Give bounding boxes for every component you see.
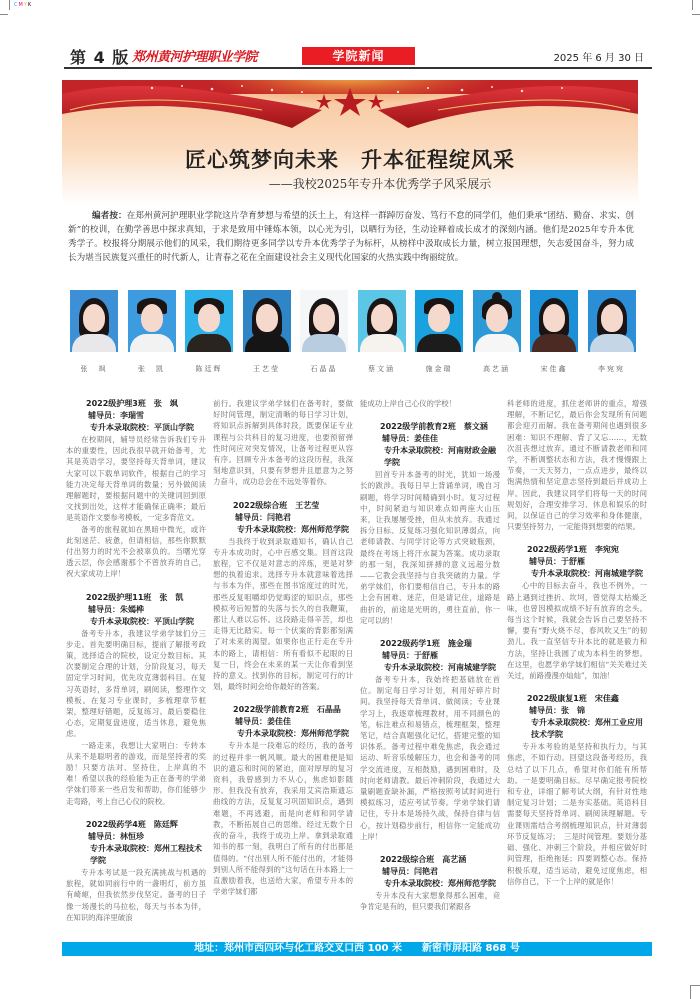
student-article (507, 681, 647, 887)
student-name: 石晶晶 (310, 365, 338, 373)
article-column-3 (360, 398, 500, 913)
student-article (66, 580, 206, 807)
portrait-face (543, 304, 565, 332)
student-portrait (530, 290, 578, 352)
student-portrait (415, 290, 463, 352)
crop-mark-top-left (0, 0, 10, 10)
editor-note-text: 在郑州黄河护理职业学院这片孕育梦想与希望的沃土上，有这样一群踔厉奋发、笃行不怠的同学们，他们秉承“团结、勤奋、求实、创新”的校训，在勤学善思中探求真知，于求是致用中锤炼本领，以心光为引，以晒行为径，生动诠释着成长成才的深刻内涵。他们是2025年专升本优秀学子。校报将分期展示他们的风采，我们期待更多同学以专升本优秀学子为标杆，从榜样中汲取成长力量，树立报国理想，矢志爱国奋斗，努力成长为堪当民族复兴重任的时代新人，让青春之花在全面建设社会主义现代化国家的火热实践中绚丽绽放。 (68, 211, 634, 263)
editor-note-label: 编者按： (92, 211, 127, 221)
article-paragraph: 备考专升本，我始终把基础放在首位。制定每日学习计划，利用好碎片时间。我坚持每天背单词、做阅读；专业课学习上，我逐章梳理教材，用不同颜色的笔，标注难点和易错点，梳理框架，整理笔记，结合真题强化记忆，搭建完整的知识体系。备考过程中难免焦虑，我会通过运动、听音乐缓解压力，也会和备考的同学交流进度，互相鼓励，遇到困难时，及时向老师请教。最后冲刺阶段，我通过大量刷题查缺补漏，严格按照考试时间进行模拟练习，适应考试节奏。学弟学妹们请记住，专升本是场持久战，保持自律与信心，按计划稳步前行，相信你一定能成功上岸！ (360, 675, 500, 841)
student-portrait (70, 290, 118, 352)
article-gap (507, 681, 647, 693)
portrait-face (198, 304, 220, 332)
article-paragraph: 当我终于收到录取通知书，确认自己专升本成功时，心中百感交集。回首这段旅程，它不仅是对意志的淬炼，更是对梦想的执着追求。选择专升本就意味着选择与书本为伴，那些在图书馆度过的时光，那些反复咀嚼却仍觉晦涩的知识点，那些模拟考后短暂的失落与长久的自我鞭策，都让人难以忘怀。这段路走得辛苦，却也走得无比踏实。每一个伏案的背影都刻满了对未来的渴望。如果你也正行走在专升本的路上，请相信：所有看似不起眼的日复一日，终会在未来的某一天让你看到坚持的意义。找到你的目标，制定可行的计划，最终时间会给你最好的答案。 (213, 536, 353, 692)
portrait-face (83, 304, 105, 332)
student-article (213, 692, 353, 897)
counselor-name: 辅导员：林恒珍 (88, 831, 144, 841)
admitted-school: 专升本录取院校：河南城建学院 (531, 569, 643, 579)
article-column-2 (213, 398, 353, 897)
student-article (507, 398, 647, 532)
admitted-school: 专升本录取院校：郑州工业应用技术学院 (531, 718, 643, 740)
counselor-name: 辅导员：姜佳佳 (235, 717, 291, 727)
masthead-rule (64, 67, 652, 69)
student-article (507, 532, 647, 681)
student-photo-card (300, 290, 348, 374)
counselor-name: 辅导员：姜佳佳 (382, 434, 438, 444)
student-article (360, 626, 500, 842)
student-photo-card (185, 290, 233, 374)
student-class-name: 2022级护理11班 张 凯 (86, 592, 184, 602)
admitted-school: 专升本录取院校：平顶山学院 (90, 423, 194, 432)
student-class-name: 2022级药学1班 施金瑞 (380, 639, 472, 649)
student-name: 张 凯 (138, 365, 165, 373)
feature-headline: 匠心筑梦向未来 升本征程绽风采 (185, 147, 515, 172)
portrait-clothing (130, 334, 174, 352)
student-name: 张 飒 (80, 365, 108, 373)
student-photo-card (473, 290, 521, 374)
portrait-face (256, 304, 278, 332)
article-header (66, 398, 206, 434)
feature-banner (62, 80, 638, 205)
article-header (507, 544, 647, 580)
student-class-name: 2022级学前教育2班 蔡文涵 (380, 422, 488, 432)
admitted-school: 专升本录取院校：郑州师范学院 (384, 879, 496, 889)
student-name: 王艺莹 (253, 365, 280, 373)
portrait-face (371, 304, 393, 332)
student-name: 施金瑞 (425, 365, 453, 373)
article-gap (66, 807, 206, 819)
article-paragraph: 备考的旅程就如在黑暗中微光，或许此刻迷茫、疲惫，但请相信，那些你默默付出努力的时光不会被辜负的。当曙光穿透云层，你会感谢那个不曾放弃的自己，祝大家成功上岸！ (66, 524, 206, 579)
student-name: 李宛宛 (598, 365, 625, 373)
portrait-clothing (417, 334, 461, 352)
article-gap (360, 626, 500, 638)
student-photo-card (588, 290, 636, 374)
student-article (66, 807, 206, 923)
counselor-name: 辅导员：于舒雁 (529, 557, 585, 567)
article-paragraph: 专升本考验的是坚持和执行力，与其焦虑，不如行动。回望这段备考经历，我总结了以下几点，希望对你们能有所帮助。一是要明确目标。尽早确定报考院校和专业，详细了解考试大纲，有针对性地制定复习计划；二是夯实基础。英语科目需要每天坚持背单词、刷阅读理解题。专业课则需结合考纲梳理知识点，针对薄弱环节反复练习； 三是时间管理。要划分基础、强化、冲刺三个阶段，并相应做好时间管理，拒绝拖延；四要调整心态。保持积极乐观，适当运动，避免过度焦虑，相信你自己，下一个上岸的就是你！ (507, 742, 647, 886)
article-paragraph: 心中的目标去奋斗，我也不例外，一路上遇到过挫折、坎坷，曾觉得太枯燥乏味，也曾因模拟成绩不好有放弃的念头。每当这个时候，我就会告诉自己要坚持不懈，要有“野火烧不尽，春风吹又生”的韧劲儿。我一直坚信专升本比的就是毅力和方法，坚持让我圆了成为本科生的梦想。在这里，也愿学弟学妹们相信“关关难过关关过，前路漫漫亦灿灿”，加油！ (507, 581, 647, 681)
cmyk-color-bar (14, 2, 32, 8)
portrait-clothing (590, 334, 634, 352)
article-paragraph: 专升本没有大家想象得那么困难，竞争肯定是有的，但只要我们紧跟各 (360, 891, 500, 912)
portrait-face (428, 304, 450, 332)
student-photo-card (358, 290, 406, 374)
admitted-school: 专升本录取院校：平顶山学院 (90, 616, 194, 626)
student-name: 高艺涵 (483, 365, 510, 373)
article-gap (66, 580, 206, 592)
cmyk-k: K (27, 2, 33, 8)
admitted-school: 专升本录取院校：郑州师范学院 (237, 729, 349, 739)
student-name: 陈廷辉 (195, 365, 223, 373)
student-portrait (128, 290, 176, 352)
edition-number: 第 4 版 (70, 48, 130, 67)
student-article (360, 842, 500, 912)
counselor-name: 辅导员：张 锦 (529, 706, 585, 716)
portrait-clothing (187, 334, 231, 352)
student-photo-card (128, 290, 176, 374)
admitted-school: 专升本录取院校：郑州工程技术学院 (90, 843, 202, 865)
student-photo-card (530, 290, 578, 374)
article-gap (360, 842, 500, 854)
editor-note (68, 209, 634, 265)
article-paragraph: 专升本是一段难忘的经历，我的备考的过程并非一帆风顺。最大的困难便是知识的遗忘和时间的紧迫，面对厚厚的复习资料，我曾感到力不从心，焦虑如影随形。但我没有放弃，我采用艾宾浩斯遗忘曲线的方法，反复复习巩固知识点，遇到难题，不再逃避，而是向老师和同学请教，不断拓展自己的思维。经过无数个日夜的奋斗，我终于成功上岸。拿到录取通知书的那一刻，我明白了所有的付出都是值得的。“付出别人所不能付出的，才能得到别人所不能得到的”这句话在升本路上一直激励着我，也送给大家，希望专升本的学弟学妹们都 (213, 741, 353, 897)
student-class-name: 2022级综合班 王艺莹 (233, 500, 320, 510)
student-class-name: 2022级综合班 高艺涵 (380, 855, 467, 865)
portrait-clothing (72, 334, 116, 352)
portrait-face (313, 304, 335, 332)
counselor-name: 辅导员：闫艳君 (235, 512, 291, 522)
article-column-1 (66, 398, 206, 923)
portrait-clothing (360, 334, 404, 352)
student-class-name: 2022级学前教育2班 石晶晶 (233, 705, 341, 715)
article-paragraph: 前行。我建议学弟学妹们在备考时，要做好时间管理，制定清晰的每日学习计划，将知识点拆解到具体时段，既要保证专业课程与公共科目的复习进度，也要预留弹性时间应对突发情况，让备考过程更从容有序。回顾专升本备考的这段历程，我深刻地意识到，只要有梦想并且愿意为之努力奋斗，成功总会在不远处等着你。 (213, 399, 353, 487)
article-header (507, 693, 647, 741)
article-paragraph: 备考专升本，我建议学弟学妹们分三步走。首先要明确目标，提前了解报考政策，选择适合的院校，设定分数目标。其次要制定合理的计划，分阶段复习，每天固定学习时间，优先攻克薄弱科目。在复习英语时，多背单词，刷阅读，整理作文模板。在复习专业课时，多梳理章节框架，整理好错题，反复练习。最后要稳住心态，定期复盘进度，适当休息，避免焦虑。 (66, 628, 206, 739)
crop-mark-top-right-h (692, 14, 700, 15)
portrait-clothing (532, 334, 576, 352)
student-name: 蔡文涵 (368, 365, 395, 373)
counselor-name: 辅导员：闫艳君 (382, 867, 438, 877)
cmyk-c: C (14, 2, 19, 8)
article-paragraph: 在校期间，辅导员经常告诉我们专升本的重要性，因此我很早就开始备考，尤其是英语学习，要坚持每天背单词，建议大家可以下载单词软件，根据自己的学习能力决定每天背单词的数量；另外做阅读理解题时，要根据问题中的关键词回到原文找到出处，这样才能确保正确率；最后是英语作文要参考模板，一定多背范文。 (66, 435, 206, 523)
student-portrait (358, 290, 406, 352)
article-gap (213, 692, 353, 704)
student-portrait (243, 290, 291, 352)
counselor-name: 辅导员：朱嫣桦 (88, 604, 144, 614)
article-paragraph: 一路走来，我想让大家明白：专转本从来不是聪明者的游戏，而是坚持者的奖励！只要方法对、坚持住，上岸真的不难！希望以我的经验能为正在备考的学弟学妹们带来一些启发和帮助，你们能够少走弯路，考上自己心仪的院校。 (66, 740, 206, 806)
student-portrait (185, 290, 233, 352)
article-header (213, 704, 353, 740)
student-class-name: 2022级护理3班 张 飒 (86, 399, 178, 408)
cmyk-y: Y (23, 2, 28, 8)
masthead (64, 44, 652, 66)
admitted-school: 专升本录取院校：郑州师范学院 (237, 524, 349, 534)
student-photo-card (70, 290, 118, 374)
article-paragraph: 科老师的进度，抓住老师讲的重点，增强理解，不断记忆，最后你会发现所有问题都会迎刃而解。我在备考期间也遇到很多困难：知识不理解、背了又忘……，无数次沮丧想过放弃。通过不断请教老师和同学，不断调整状态和方法，我才慢慢跟上节奏，一天天努力，一点点进步，最终以饱满热情和坚定意志坚持到最后并成功上岸。因此，我建议同学们将每一天的时间规划好，合理安排学习、休息和娱乐的时间，以保证自己的学习效率和身体健康，只要坚持努力，一定能得到想要的结果。 (507, 399, 647, 532)
issue-date: 2025 年 6 月 30 日 (553, 53, 644, 64)
admitted-school: 专升本录取院校：河南城建学院 (384, 663, 496, 673)
student-article (66, 398, 206, 580)
article-paragraph: 专升本考试是一段充满挑战与机遇的旅程，就如同前行中的一盏明灯，前方虽有崎岖，但我依然步伐坚定。备考的日子像一场漫长的马拉松，每天与书本为伴，在知识的海洋里破浪 (66, 867, 206, 922)
article-paragraph: 回首专升本备考的时光，犹如一场漫长的跋涉。我每日早上背诵单词，晚自习刷题，将学习时间精确到小时。复习过程中，时间紧迫与知识难点如两座大山压来，让我屡屡受挫，但从未放弃。我通过拆分目标、反复练习强化知识薄弱点，向老师请教、与同学讨论等方式突破瓶颈，最终在考场上将汗水凝为答案。成功录取的那一刻，我深知拼搏的意义远超分数——它教会我坚持与自我突破的力量。学弟学妹们，你们要相信自己，专升本的路上会有困难、迷茫，但是请记住，道路是曲折的，前途是光明的，勇往直前，你一定可以的！ (360, 470, 500, 625)
counselor-name: 辅导员：于舒雁 (382, 651, 438, 661)
article-paragraph: 能成功上岸自己心仪的学校！ (360, 399, 457, 408)
article-header (213, 500, 353, 536)
section-tab: 学院新闻 (302, 47, 415, 65)
student-photo-card (243, 290, 291, 374)
article-gap (213, 488, 353, 500)
address-footer: 地址：郑州市西四环与化工路交叉口西 100 米 新密市屏阳路 868 号 (62, 942, 652, 956)
portrait-face (141, 304, 163, 332)
article-gap (360, 409, 500, 421)
student-article (213, 488, 353, 693)
crop-mark-top-left-h (0, 14, 8, 15)
portrait-face (601, 304, 623, 332)
portrait-clothing (475, 334, 519, 352)
student-photo-strip (70, 290, 640, 380)
portrait-hair-bun (492, 292, 502, 302)
article-gap (507, 532, 647, 544)
article-header (360, 854, 500, 890)
student-portrait (300, 290, 348, 352)
ribbon-stars-decoration (62, 80, 638, 140)
crop-mark-top-right (692, 0, 696, 10)
student-photo-card (415, 290, 463, 374)
cmyk-m: M (18, 2, 24, 8)
student-class-name: 2022级药学4班 陈廷辉 (86, 819, 178, 829)
feature-subhead: ——我校2025年专升本优秀学子风采展示 (268, 177, 492, 191)
student-portrait (588, 290, 636, 352)
counselor-name: 辅导员：李瑞雪 (88, 411, 144, 420)
portrait-clothing (302, 334, 346, 352)
article-column-4 (507, 398, 647, 887)
student-article (360, 398, 500, 409)
student-article (360, 409, 500, 626)
article-header (360, 421, 500, 469)
admitted-school: 专升本录取院校：河南财政金融学院 (384, 446, 496, 468)
student-article (213, 398, 353, 488)
portrait-clothing (245, 334, 289, 352)
portrait-face (486, 304, 508, 332)
article-header (66, 819, 206, 867)
college-logo: 郑州黄河护理职业学院 (132, 50, 258, 65)
student-portrait (473, 290, 521, 352)
article-header (360, 638, 500, 674)
article-header (66, 592, 206, 628)
student-class-name: 2022级药学1班 李宛宛 (527, 545, 619, 555)
crop-mark-bottom-right (690, 985, 700, 999)
student-class-name: 2022级康复1班 宋佳鑫 (527, 694, 619, 704)
student-name: 宋佳鑫 (540, 365, 568, 373)
